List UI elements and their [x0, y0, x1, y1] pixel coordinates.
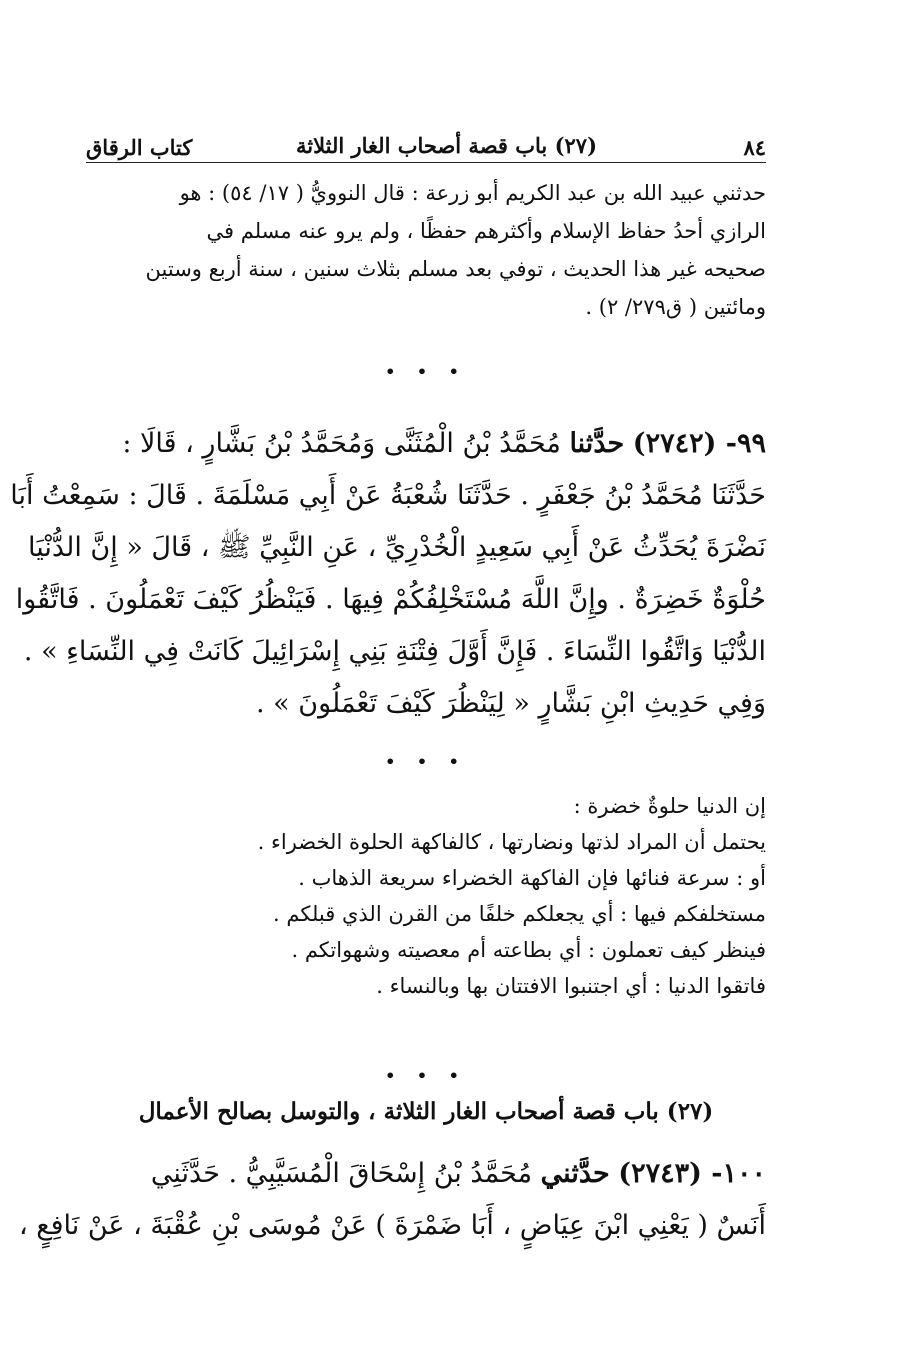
book-title: كتاب الرقاق [86, 135, 193, 160]
hadith-line: حُلْوَةٌ خَضِرَةٌ . وإِنَّ اللَّهَ مُسْتَخْلِفُكُمْ فِيهَا . فَيَنْظُرُ كَيْفَ تَعْمَلُونَ . فَاتَّقُوا [15, 584, 766, 615]
chapter-heading: (٢٧) باب قصة أصحاب الغار الثلاثة ، والتوسل بصالح الأعمال [138, 1098, 714, 1125]
hadith-lead: حدَّثنا [569, 428, 625, 459]
hadith-99 [10, 418, 766, 678]
intro-line: الرازي أحدُ حفاظ الإسلام وأكثرهم حفظًا ، ولم يرو عنه مسلم في [206, 219, 766, 243]
hadith-line: حَدَّثَنَا مُحَمَّدُ بْنُ جَعْفَرٍ . حَدَّثَنَا شُعْبَةُ عَنْ أَبِي مَسْلَمَةَ . قَالَ : سَمِعْتُ أَبَا [10, 480, 766, 511]
explanation-line: فاتقوا الدنيا : أي اجتنبوا الافتتان بها وبالنساء . [376, 974, 766, 998]
explanation-line: يحتمل أن المراد لذتها ونضارتها ، كالفاكهة الحلوة الخضراء . [257, 830, 766, 854]
explanation-line: مستخلفكم فيها : أي يجعلكم خلفًا من القرن الذي قبلكم . [273, 902, 766, 926]
section-separator: • • • [385, 362, 467, 381]
intro-note [86, 174, 766, 326]
hadith-number: ٩٩- (٢٧٤٢) [632, 428, 766, 459]
intro-line: حدثني عبيد الله بن عبد الكريم أبو زرعة : قال النوويُّ ( ١٧/ ٥٤) : هو [179, 181, 766, 205]
section-separator: • • • [385, 752, 467, 771]
header-rule [86, 162, 766, 163]
running-header [86, 118, 766, 160]
page-number: ٨٤ [743, 135, 766, 160]
hadith-99-variant-note: وَفِي حَدِيثِ ابْنِ بَشَّارٍ « لِيَنْظُرَ كَيْفَ تَعْمَلُونَ » . [255, 688, 766, 719]
hadith-line: نَضْرَةَ يُحَدِّثُ عَنْ أَبِي سَعِيدٍ الْخُدْرِيِّ ، عَنِ النَّبِيِّ ﷺ ، قَالَ « إِنَّ الدُّنْيَا [28, 532, 766, 563]
hadith-number: ١٠٠- (٢٧٤٣) [618, 1158, 766, 1189]
hadith-text: مُحَمَّدُ بْنُ الْمُثَنَّى وَمُحَمَّدُ بْنُ بَشَّارٍ ، قَالَا : [122, 428, 561, 459]
hadith-text: مُحَمَّدُ بْنُ إِسْحَاقَ الْمُسَيَّبِيُّ . حَدَّثَنِي [150, 1158, 533, 1189]
running-chapter-title: (٢٧) باب قصة أصحاب الغار الثلاثة [296, 133, 598, 158]
hadith-line [86, 1148, 766, 1200]
explanation-line: فينظر كيف تعملون : أي بطاعته أم معصيته وشهواتكم . [291, 938, 766, 962]
intro-line: صحيحه غير هذا الحديث ، توفي بعد مسلم بثلاث سنين ، سنة أربع وستين [145, 257, 766, 281]
explanation-line: إن الدنيا حلوةٌ خضرة : [573, 794, 766, 818]
explanation [86, 788, 766, 1004]
hadith-line [86, 418, 766, 470]
intro-line: ومائتين ( ق٢٧٩/ ٢) . [585, 295, 766, 319]
hadith-lead: حدَّثني [540, 1158, 610, 1189]
hadith-100 [18, 1148, 766, 1252]
explanation-line: أو : سرعة فنائها فإن الفاكهة الخضراء سريعة الذهاب . [298, 866, 766, 890]
hadith-line: أَنَسٌ ( يَعْنِي ابْنَ عِيَاضٍ ، أَبَا ضَمْرَةَ ) عَنْ مُوسَى بْنِ عُقْبَةَ ، عَنْ نَافِعٍ ، [18, 1210, 766, 1241]
hadith-line: الدُّنْيَا وَاتَّقُوا النِّسَاءَ . فَإِنَّ أَوَّلَ فِتْنَةِ بَنِي إِسْرَائِيلَ كَانَتْ فِي النِّسَاءِ » . [23, 636, 766, 667]
section-separator: • • • [385, 1066, 467, 1085]
